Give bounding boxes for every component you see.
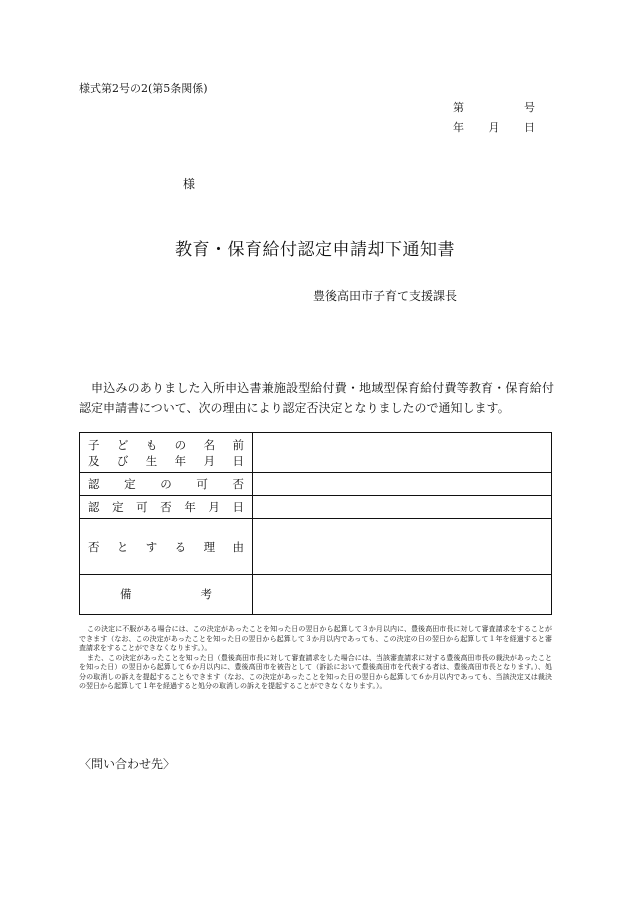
notice-table [79, 432, 552, 615]
appeal-notice [79, 625, 552, 692]
label-char: す [145, 539, 158, 554]
label-char: 定 [124, 477, 136, 492]
label-line [88, 476, 244, 492]
label-char: 日 [232, 500, 244, 515]
form-number: 様式第2号の2(第5条関係) [79, 82, 208, 95]
label-char: の [160, 477, 172, 492]
table-row-certification-date [80, 496, 552, 519]
document-number-line [453, 99, 535, 115]
date-day: 日 [524, 121, 535, 134]
label-char: 理 [203, 539, 216, 554]
label-char: 備 [120, 587, 132, 602]
label-line [88, 539, 244, 555]
label-char: 月 [208, 500, 220, 515]
label-char: 前 [232, 437, 244, 452]
document-title: 教育・保育給付認定申請却下通知書 [175, 240, 455, 260]
label-char: 考 [200, 587, 212, 602]
value-certification-date [253, 496, 552, 519]
label-char: 可 [136, 500, 148, 515]
row-label-certification-date [80, 496, 253, 519]
table-row-child-name-birthdate [80, 433, 552, 473]
label-char: 年 [174, 453, 187, 468]
row-label-child-name-birthdate [80, 433, 253, 473]
label-char: 否 [232, 477, 244, 492]
row-label-remarks [80, 574, 253, 614]
row-label-certification-result [80, 473, 253, 496]
label-line [88, 499, 244, 515]
label-char: 認 [88, 477, 100, 492]
contact-label: 〈問い合わせ先〉 [79, 757, 176, 771]
label-line-birthdate [88, 453, 244, 469]
notice-body: 申込みのありました入所申込書兼施設型給付費・地域型保育給付費等教育・保育給付認定申請書について、次の理由により認定否決定となりましたので通知します。 [79, 381, 554, 415]
label-char: も [145, 437, 158, 452]
number-suffix: 号 [524, 101, 535, 114]
label-char: 子 [88, 437, 100, 452]
date-year: 年 [453, 121, 464, 134]
label-char: 否 [160, 500, 172, 515]
issue-date-line [453, 119, 535, 135]
label-char: 名 [203, 437, 216, 452]
table-row-remarks [80, 574, 552, 614]
lawsuit-notice-paragraph: また、この決定があったことを知った日（豊後高田市長に対して審査請求をした場合には、当該審査請求に対する豊後高田市長の裁決があったことを知った日）の翌日から起算して６か月以内に、豊後高田市を被告として（訴訟において豊後高田市を代表する者は、豊後高田市長となります。）、処分の取消しの訴えを提起することもできます（なお、この決定があったことを知った日の翌日から起算して６か月以内であっても、当該決定又は裁決の翌日から起算して１年を経過すると処分の取消しの訴えを提起することができなくなります。）。 [79, 653, 552, 690]
addressee-suffix: 様 [183, 177, 196, 191]
value-remarks [253, 574, 552, 614]
label-char: 由 [232, 539, 244, 554]
issuer-name: 豊後高田市子育て支援課長 [313, 289, 458, 303]
label-char: る [174, 539, 187, 554]
label-char: 月 [203, 453, 216, 468]
label-char: 認 [88, 500, 100, 515]
label-char: び [116, 453, 129, 468]
table-row-certification-result [80, 473, 552, 496]
label-char: 生 [145, 453, 158, 468]
date-month: 月 [488, 121, 500, 134]
appeal-notice-paragraph: この決定に不服がある場合には、この決定があったことを知った日の翌日から起算して３か月以内に、豊後高田市長に対して審査請求をすることができます（なお、この決定があったことを知った日の翌日から起算して３か月以内であっても、この決定の日の翌日から起算して１年を経過すると審査請求をすることができなくなります。）。 [79, 625, 552, 652]
label-char: の [174, 437, 187, 452]
value-denial-reason [253, 519, 552, 574]
label-char: 可 [196, 477, 208, 492]
label-char: と [116, 539, 129, 554]
value-certification-result [253, 473, 552, 496]
table-row-denial-reason [80, 519, 552, 574]
label-line [88, 586, 244, 602]
number-prefix: 第 [453, 101, 464, 114]
label-char: 日 [232, 453, 244, 468]
label-char: ど [116, 437, 129, 452]
label-char: 定 [112, 500, 124, 515]
label-char: 否 [88, 539, 100, 554]
label-line-child-name [88, 437, 244, 453]
value-child-name-birthdate [253, 433, 552, 473]
row-label-denial-reason [80, 519, 253, 574]
label-char: 及 [88, 453, 100, 468]
label-char: 年 [184, 500, 196, 515]
